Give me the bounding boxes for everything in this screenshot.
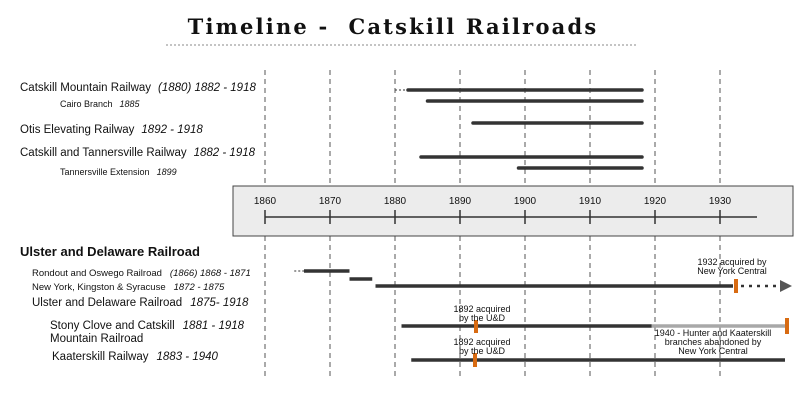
tick-label-1870: 1870 [318,196,342,207]
lower-row-label-1: New York, Kingston & Syracuse [32,282,166,293]
row-years-3: 1882 - 1918 [193,147,256,159]
lower-row-label-0: Rondout and Oswego Railroad [32,268,162,279]
marker-1932 [734,279,738,293]
section-heading: Ulster and Delaware Railroad [20,244,200,259]
lower-row-label-2: Ulster and Delaware Railroad [32,297,183,309]
tick-label-1920: 1920 [643,196,667,207]
axis-panel [233,186,793,236]
tick-label-1880: 1880 [383,196,407,207]
row-years-2: 1892 - 1918 [141,124,203,136]
annotation-2-line-1: by the U&D [458,346,506,356]
lower-row-label-3: Stony Clove and Catskill [50,320,175,332]
row-years-0: (1880) 1882 - 1918 [158,82,256,94]
row-label-4: Tannersville Extension [60,167,150,177]
annotation-0-line-0: 1932 acquired by [697,257,767,267]
lower-row-years-3: 1881 - 1918 [182,320,245,332]
annotation-3-line-1: branches abandoned by [664,337,762,347]
tick-label-1900: 1900 [513,196,537,207]
lower-row-years-1: 1872 - 1875 [173,282,225,293]
marker-1940 [785,318,789,334]
annotation-1-line-0: 1892 acquired [453,304,511,314]
continuation-arrow [780,280,792,292]
annotation-2-line-0: 1892 acquired [453,337,511,347]
lower-row-years-2: 1875- 1918 [190,297,249,309]
annotation-1-line-1: by the U&D [458,313,506,323]
row-label-1: Cairo Branch [60,99,113,109]
lower-row-label-4: Kaaterskill Railway [52,351,149,363]
row-label-0: Catskill Mountain Railway [20,82,152,94]
row-years-4: 1899 [156,167,177,177]
tick-label-1860: 1860 [253,196,277,207]
tick-label-1890: 1890 [448,196,472,207]
lower-row-years-0: (1866) 1868 - 1871 [169,268,251,279]
annotation-0-line-1: New York Central [697,266,767,276]
annotation-3-line-0: 1940 - Hunter and Kaaterskill [654,328,772,338]
tick-label-1930: 1930 [708,196,732,207]
row-years-1: 1885 [119,99,140,109]
lower-row-label-3-line2: Mountain Railroad [50,333,144,345]
chart-title: Timeline - Catskill Railroads [187,14,599,39]
tick-label-1910: 1910 [578,196,602,207]
row-label-3: Catskill and Tannersville Railway [20,147,187,159]
lower-row-years-4: 1883 - 1940 [156,351,218,363]
annotation-3-line-2: New York Central [678,346,748,356]
row-label-2: Otis Elevating Railway [20,124,135,136]
